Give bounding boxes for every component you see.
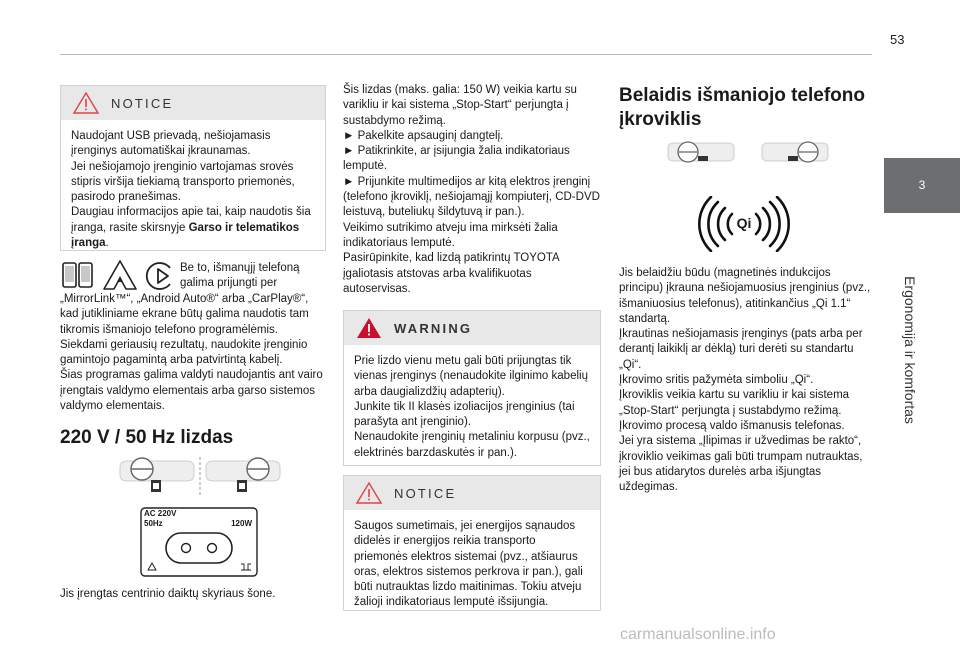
watermark: carmanualsonline.info <box>620 626 776 643</box>
mirror-first-lines: Be to, išmanųjį telefoną galima prijungti per <box>180 262 300 290</box>
notice-text-bold: Garso ir telematikos įranga <box>71 221 300 250</box>
notice-text: Naudojant USB prievadą, nešiojamasis įrenginys automatiškai įkraunamas. Jei nešiojamojo įrenginio vartojamas srovės stipris viršija tiekiamą transporto priemonės, pasirodo pranešimas. Daugiau informacijos apie tai, kaip naudotis šia įranga, rasite skirsnyje <box>71 130 311 234</box>
notice-body <box>61 120 325 259</box>
notice-box-header <box>61 86 325 120</box>
android-auto-icon <box>100 258 140 294</box>
warning-text: Prie lizdo vienu metu gali būti prijungtas tik vienas įrenginys (nenaudokite ilginimo kabelių arba daugializdžių adapterių). Junkite tik II klasės izoliacijos įrenginius (tai parašyta ant įrenginio). Nenaudokite įrenginių metaliniu korpusu (pvz., elektrinės barzdaskutės ir pan.). <box>354 355 590 459</box>
page-number: 53 <box>890 32 905 47</box>
notice-box-power <box>343 475 601 611</box>
notice-triangle-icon <box>73 92 99 114</box>
warning-title: WARNING <box>394 320 473 336</box>
socket-caption: Jis įrengtas centrinio daiktų skyriaus šone. <box>60 588 276 600</box>
notice-box-usb <box>60 85 326 251</box>
notice2-box-header <box>344 476 600 510</box>
warning-triangle-icon <box>356 317 382 339</box>
socket-intro-text: Šis lizdas (maks. galia: 150 W) veikia kartu su varikliu ir kai sistema „Stop-Start“ perjungta į sustabdymo režimą. ► Pakelkite apsauginį dangtelį. ► Patikrinkite, ar įsijungia žalia indikatoriaus lemputė. ► Prijunkite multimedijos ar kitą elektros įrenginį (telefono įkroviklį, nešiojamąjį kompiuterį, CD-DVD leistuvą, buteliukų šildytuvą ir pan.). Veikimo sutrikimo atveju ima mirksėti žalia indikatoriaus lemputė. Pasirūpinkite, kad lizdą patikrintų TOYOTA įgaliotasis atstovas arba kvalifikuotas autoservisas. <box>343 84 600 295</box>
mirrorlink-icon <box>60 258 96 294</box>
warning-box-header <box>344 311 600 345</box>
notice-title: NOTICE <box>111 95 174 111</box>
mirror-paragraph: „MirrorLink™“, „Android Auto®“ arba „CarPlay®“, kad jutikliniame ekrane būtų galima naudotis tam tikromis išmaniojo telefono programėlėmis. Siekdami geriausių rezultatų, naudokite įrenginio gamintojo pagamintą arba patvirtintą kabelį. Šias programas galima valdyti naudojantis ant vairo įrengtais valdymo elementais arba garso sistemos valdymo elementais. <box>60 293 323 413</box>
notice2-text: Saugos sumetimais, jei energijos sąnaudos didelės ir energijos reikia transporto priemonės elektros sistemai (pvz., atšiaurus oras, elektros sistemos perkrova ir pan.), gali būti nutrauktas lizdo maitinimas. Tokiu atveju žalioji indikatoriaus lemputė išsijungia. <box>354 520 583 609</box>
notice-text-end: . <box>105 237 109 250</box>
heading-wireless-charger: Belaidis išmaniojo telefono įkroviklis <box>619 85 865 130</box>
socket-watts-label: 120W <box>231 519 252 528</box>
notice2-title: NOTICE <box>394 485 457 501</box>
socket-ac-label: AC 220V <box>144 509 177 518</box>
socket-hz-label: 50Hz <box>144 519 163 528</box>
console-location-diagram <box>114 455 286 499</box>
carplay-icon <box>142 258 178 294</box>
charger-location-diagram <box>664 140 832 172</box>
qi-wireless-icon <box>696 196 792 252</box>
chapter-title: Ergonomija ir komfortas <box>902 276 918 424</box>
header-divider <box>60 54 872 55</box>
qi-label: Qi <box>736 215 752 231</box>
wireless-charger-text: Jis belaidžiu būdu (magnetinės indukcijos principu) įkrauna nešiojamuosius įrenginius (pvz., išmaniuosius telefonus), atitinkančius „Qi 1.1“ standartą. Įkrautinas nešiojamasis įrenginys (pats arba per derantį laikiklį ar dėklą) turi derėti su standartu „Qi“. Įkrovimo sritis pažymėta simboliu „Qi“. Įkroviklis veikia kartu su varikliu ir kai sistema „Stop-Start“ perjungta į sustabdymo režimą. Įkrovimo procesą valdo išmanusis telefonas. Jei yra sistema „Įlipimas ir užvedimas be rakto“, įkroviklio veikimas gali būti trumpam nutrauktas, jei bus atidarytos durelės arba išjungtas uždegimas. <box>619 267 871 494</box>
notice2-triangle-icon <box>356 482 382 504</box>
chapter-tab[interactable]: 3 <box>884 158 960 213</box>
heading-220v: 220 V / 50 Hz lizdas <box>60 427 234 448</box>
socket-plate <box>140 507 258 577</box>
warning-box <box>343 310 601 466</box>
